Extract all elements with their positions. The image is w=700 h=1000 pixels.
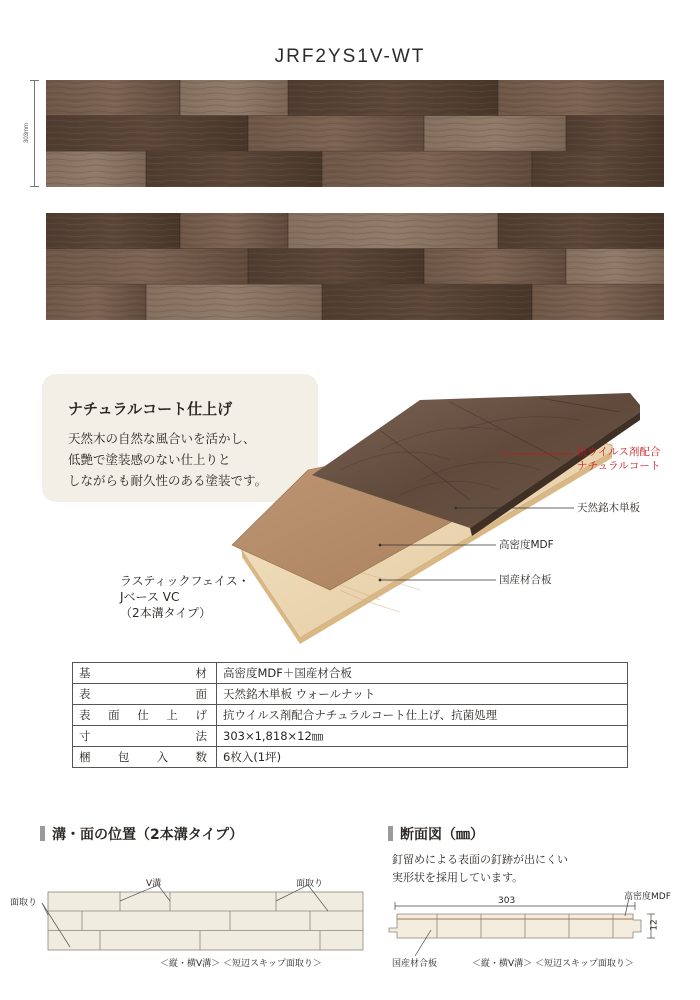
feature-title: ナチュラルコート仕上げ	[68, 400, 233, 418]
spec-value: 6枚入(1坪)	[217, 747, 628, 768]
cross-section-mdf-label: 高密度MDF	[624, 892, 671, 902]
size-dimension-mark	[30, 80, 40, 187]
heading-bar-icon	[40, 826, 45, 841]
cross-section-heading: 断面図（㎜）	[388, 824, 484, 844]
spec-value: 高密度MDF＋国産材合板	[217, 663, 628, 684]
profile-name-line: （2本溝タイプ）	[120, 606, 212, 620]
flooring-photo-bottom	[46, 213, 664, 320]
heading-bar-icon	[388, 826, 393, 841]
cross-section-note-line: 実形状を採用しています。	[392, 871, 524, 884]
spec-row	[73, 705, 628, 726]
feature-description-line: 天然木の自然な風合いを活かし、	[68, 431, 256, 446]
feature-description	[68, 428, 318, 491]
spec-row	[73, 726, 628, 747]
veneer-label: 天然銘木単板	[577, 502, 640, 514]
spec-table	[72, 662, 628, 768]
flooring-photo-top	[46, 80, 664, 187]
coating-label-line: ナチュラルコート	[577, 460, 661, 472]
spec-value: 抗ウイルス剤配合ナチュラルコート仕上げ、抗菌処理	[217, 705, 628, 726]
size-dimension-label: 303mm	[24, 122, 30, 144]
feature-description-line: しながらも耐久性のある塗装です。	[68, 473, 268, 488]
spec-value: 天然銘木単板 ウォールナット	[217, 684, 628, 705]
groove-caption: ＜縦・横V溝＞ ＜短辺スキップ面取り＞	[160, 959, 322, 969]
chamfer-label-right: 面取り	[296, 879, 324, 889]
cross-section-diagram	[385, 898, 685, 960]
cross-section-note-line: 釘留めによる表面の釘跡が出にくい	[392, 853, 568, 866]
profile-name-line: ラスティックフェイス・	[120, 574, 250, 588]
spec-row	[73, 747, 628, 768]
groove-position-diagram	[40, 885, 370, 955]
cross-section-note	[392, 851, 568, 887]
profile-name-line: Jベース VC	[120, 590, 180, 604]
coating-label-line: 抗ウイルス剤配合	[577, 446, 661, 458]
spec-key: 寸法	[73, 726, 217, 747]
spec-key: 表面	[73, 684, 217, 705]
v-groove-label: V溝	[146, 879, 162, 889]
coating-label	[577, 445, 660, 473]
groove-section-heading: 溝・面の位置（2本溝タイプ）	[40, 824, 243, 844]
spec-row	[73, 684, 628, 705]
spec-key: 表面仕上げ	[73, 705, 217, 726]
cross-section-caption: ＜縦・横V溝＞ ＜短辺スキップ面取り＞	[472, 959, 634, 969]
plywood-label: 国産材合板	[499, 574, 552, 586]
spec-key: 基材	[73, 663, 217, 684]
cross-section-thickness: 12	[649, 919, 660, 931]
mdf-label: 高密度MDF	[499, 539, 554, 551]
cross-section-width: 303	[498, 896, 516, 906]
spec-row	[73, 663, 628, 684]
cross-section-plywood-label: 国産材合板	[392, 959, 438, 969]
feature-description-line: 低艶で塗装感のない仕上りと	[68, 452, 231, 467]
spec-key: 梱包入数	[73, 747, 217, 768]
chamfer-label-left: 面取り	[10, 898, 38, 908]
profile-name	[120, 573, 250, 621]
product-code: JRF2YS1V-WT	[274, 46, 426, 67]
spec-value: 303×1,818×12㎜	[217, 726, 628, 747]
